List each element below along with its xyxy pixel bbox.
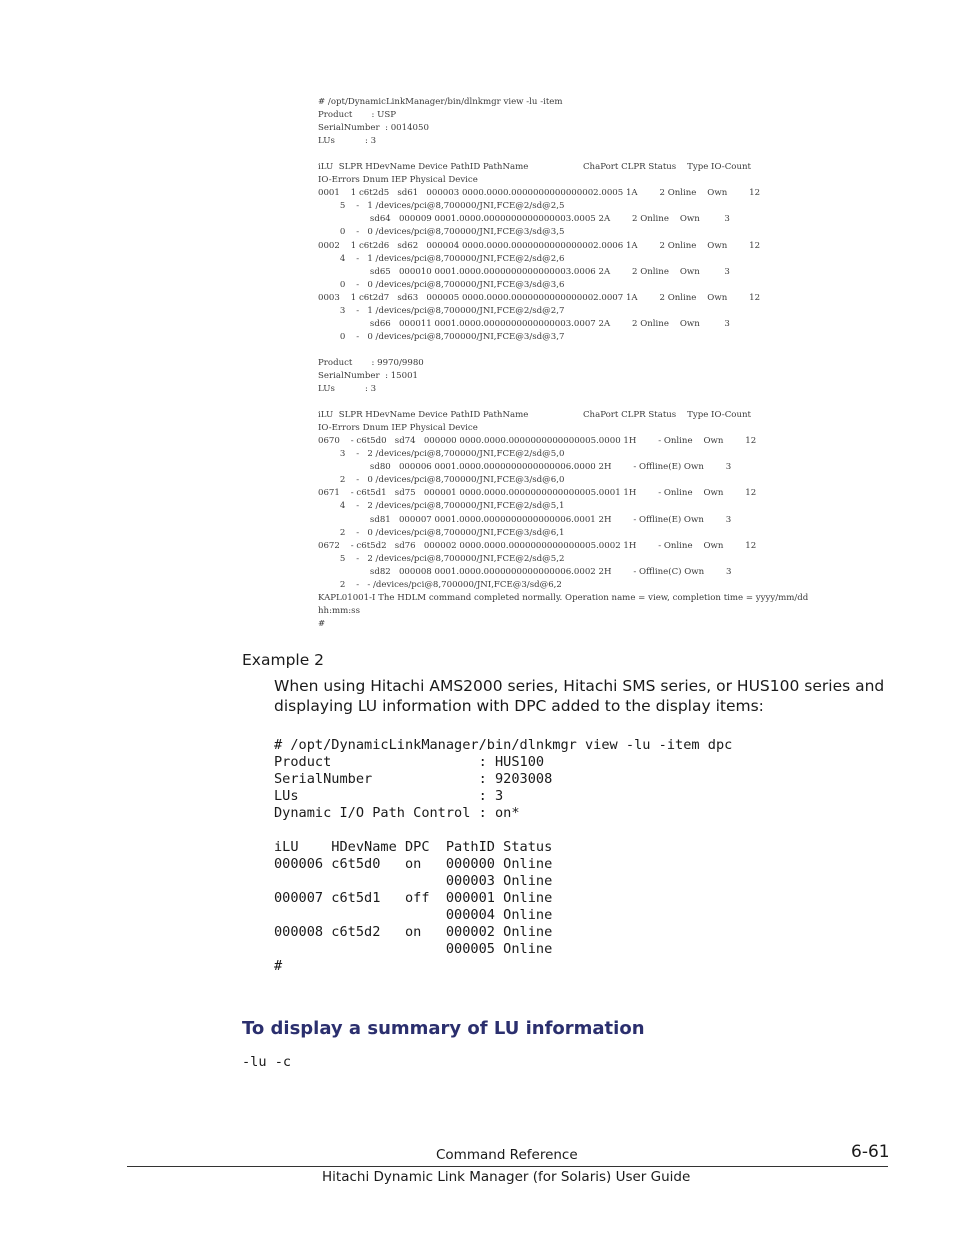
screenshot-line: KAPL01001-I The HDLM command completed normally. Operation name = view, completion time = yyyy/mm/dd bbox=[318, 592, 809, 603]
screenshot-line: SerialNumber : 0014050 bbox=[318, 123, 429, 134]
screenshot-line: 0670 - c6t5d0 sd74 000000 0000.0000.0000000000000005.0000 1H - Online Own 12 bbox=[318, 436, 757, 447]
page-number: 6-61 bbox=[851, 1142, 890, 1162]
footer-section-title: Command Reference bbox=[436, 1147, 578, 1163]
screenshot-line bbox=[318, 344, 884, 357]
screenshot-line: 0002 1 c6t2d6 sd62 000004 0000.0000.0000000000000002.0006 1A 2 Online Own 12 bbox=[318, 240, 761, 251]
screenshot-line: sd65 000010 0001.0000.0000000000000003.0006 2A 2 Online Own 3 bbox=[318, 266, 730, 277]
code-line bbox=[274, 822, 732, 839]
example-code-block bbox=[274, 737, 732, 975]
code-line: Product : HUS100 bbox=[274, 754, 545, 770]
screenshot-line: # bbox=[318, 618, 326, 629]
footer-divider bbox=[127, 1166, 888, 1167]
code-line: SerialNumber : 9203008 bbox=[274, 771, 553, 787]
screenshot-line: 0003 1 c6t2d7 sd63 000005 0000.0000.0000000000000002.0007 1A 2 Online Own 12 bbox=[318, 292, 761, 303]
section-heading: To display a summary of LU information bbox=[242, 1018, 645, 1039]
screenshot-line: 2 - 0 /devices/pci@8,700000/JNI,FCE@3/sd@6,0 bbox=[318, 475, 565, 486]
screenshot-line: LUs : 3 bbox=[318, 384, 377, 395]
screenshot-line: 4 - 1 /devices/pci@8,700000/JNI,FCE@2/sd@2,6 bbox=[318, 253, 565, 264]
screenshot-line: 3 - 1 /devices/pci@8,700000/JNI,FCE@2/sd@2,7 bbox=[318, 305, 565, 316]
screenshot-line: Product : 9970/9980 bbox=[318, 357, 424, 368]
screenshot-line: sd66 000011 0001.0000.0000000000000003.0007 2A 2 Online Own 3 bbox=[318, 318, 730, 329]
example-description: When using Hitachi AMS2000 series, Hitachi SMS series, or HUS100 series and displaying LU information with DPC added to the display items: bbox=[274, 677, 885, 715]
screenshot-line bbox=[318, 148, 884, 161]
screenshot-line: 5 - 2 /devices/pci@8,700000/JNI,FCE@2/sd@5,2 bbox=[318, 553, 565, 564]
screenshot-line: iLU SLPR HDevName Device PathID PathName ChaPort CLPR Status Type IO-Count bbox=[318, 410, 751, 421]
screenshot-line: 0672 - c6t5d2 sd76 000002 0000.0000.0000000000000005.0002 1H - Online Own 12 bbox=[318, 540, 757, 551]
screenshot-line: sd80 000006 0001.0000.0000000000000006.0000 2H - Offline(E) Own 3 bbox=[318, 462, 732, 473]
screenshot-line: 0001 1 c6t2d5 sd61 000003 0000.0000.0000000000000002.0005 1A 2 Online Own 12 bbox=[318, 188, 761, 199]
code-line: Dynamic I/O Path Control : on* bbox=[274, 805, 520, 821]
screenshot-line: iLU SLPR HDevName Device PathID PathName ChaPort CLPR Status Type IO-Count bbox=[318, 162, 751, 173]
screenshot-line: IO-Errors Dnum IEP Physical Device bbox=[318, 423, 478, 434]
screenshot-line: sd81 000007 0001.0000.0000000000000006.0001 2H - Offline(E) Own 3 bbox=[318, 514, 732, 525]
command-syntax: -lu -c bbox=[242, 1054, 292, 1070]
code-line: 000005 Online bbox=[274, 941, 553, 957]
screenshot-line: 0 - 0 /devices/pci@8,700000/JNI,FCE@3/sd@3,5 bbox=[318, 227, 565, 238]
screenshot-line bbox=[318, 396, 884, 409]
code-line: iLU HDevName DPC PathID Status bbox=[274, 839, 553, 855]
code-line: 000007 c6t5d1 off 000001 Online bbox=[274, 890, 553, 906]
screenshot-line: 2 - - /devices/pci@8,700000/JNI,FCE@3/sd@6,2 bbox=[318, 579, 562, 590]
code-line: 000004 Online bbox=[274, 907, 553, 923]
screenshot-line: hh:mm:ss bbox=[318, 605, 360, 616]
code-line: 000008 c6t5d2 on 000002 Online bbox=[274, 924, 553, 940]
screenshot-line: 3 - 2 /devices/pci@8,700000/JNI,FCE@2/sd@5,0 bbox=[318, 449, 565, 460]
screenshot-line: 0 - 0 /devices/pci@8,700000/JNI,FCE@3/sd@3,7 bbox=[318, 331, 565, 342]
screenshot-line: LUs : 3 bbox=[318, 136, 377, 147]
screenshot-line: SerialNumber : 15001 bbox=[318, 370, 419, 381]
screenshot-line: sd64 000009 0001.0000.0000000000000003.0005 2A 2 Online Own 3 bbox=[318, 214, 730, 225]
command-output-screenshot bbox=[318, 96, 884, 631]
screenshot-line: 2 - 0 /devices/pci@8,700000/JNI,FCE@3/sd@6,1 bbox=[318, 527, 565, 538]
screenshot-line: 0 - 0 /devices/pci@8,700000/JNI,FCE@3/sd@3,6 bbox=[318, 279, 565, 290]
screenshot-line: 0671 - c6t5d1 sd75 000001 0000.0000.0000000000000005.0001 1H - Online Own 12 bbox=[318, 488, 757, 499]
code-line: 000006 c6t5d0 on 000000 Online bbox=[274, 856, 553, 872]
screenshot-line: IO-Errors Dnum IEP Physical Device bbox=[318, 175, 478, 186]
footer-guide-title: Hitachi Dynamic Link Manager (for Solaris) User Guide bbox=[322, 1169, 691, 1185]
code-line: 000003 Online bbox=[274, 873, 553, 889]
code-line: LUs : 3 bbox=[274, 788, 504, 804]
example-label: Example 2 bbox=[242, 651, 325, 669]
screenshot-line: sd82 000008 0001.0000.0000000000000006.0002 2H - Offline(C) Own 3 bbox=[318, 566, 732, 577]
screenshot-line: Product : USP bbox=[318, 110, 397, 121]
code-line: # /opt/DynamicLinkManager/bin/dlnkmgr view -lu -item dpc bbox=[274, 737, 733, 753]
screenshot-line: 5 - 1 /devices/pci@8,700000/JNI,FCE@2/sd@2,5 bbox=[318, 201, 565, 212]
screenshot-line: # /opt/DynamicLinkManager/bin/dlnkmgr view -lu -item bbox=[318, 97, 563, 107]
screenshot-line: 4 - 2 /devices/pci@8,700000/JNI,FCE@2/sd@5,1 bbox=[318, 501, 565, 512]
code-line: # bbox=[274, 958, 283, 974]
